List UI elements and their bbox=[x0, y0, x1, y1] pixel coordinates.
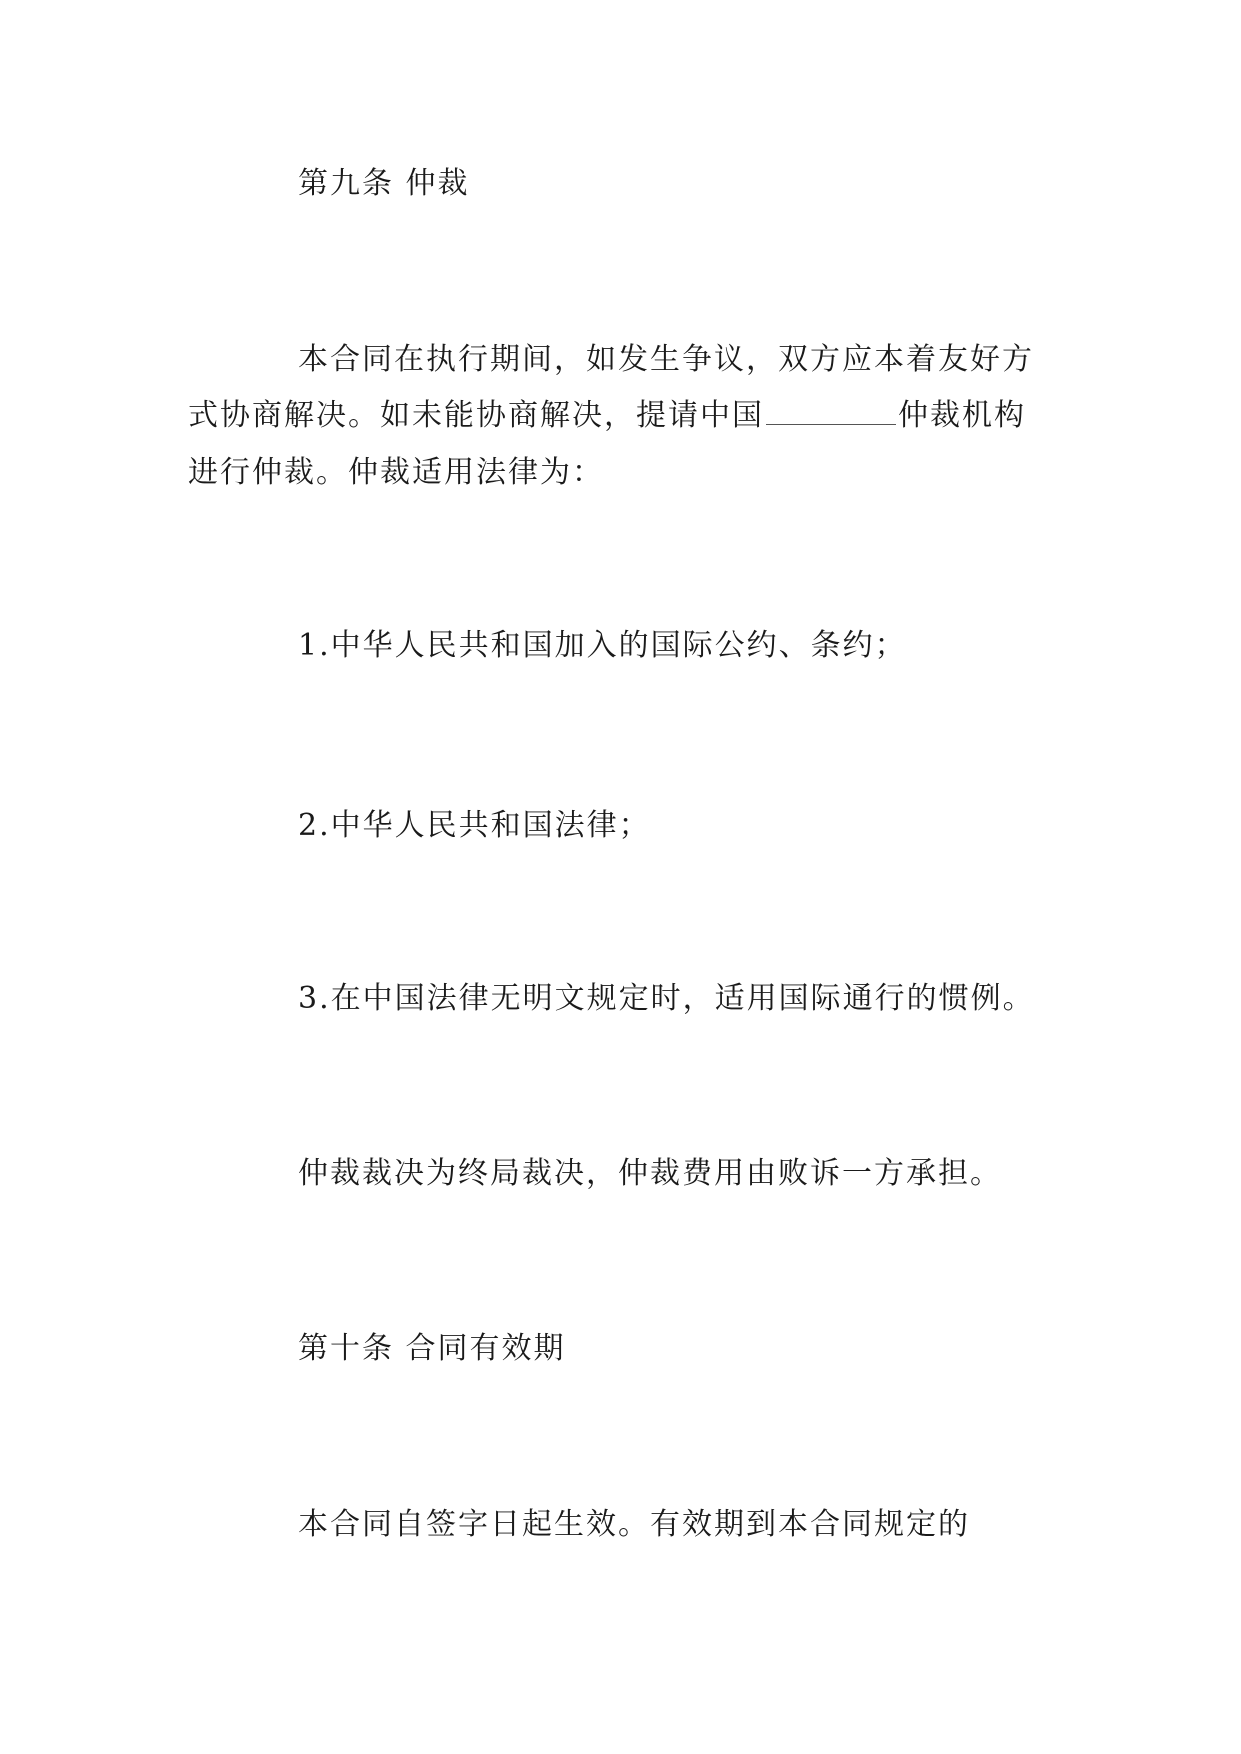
article-9-paragraph-line-2 bbox=[188, 396, 1026, 436]
paragraph-text-before-blank: 式协商解决。如未能协商解决，提请中国 bbox=[188, 398, 764, 433]
arbitration-ruling-text: 仲裁裁决为终局裁决，仲裁费用由败诉一方承担。 bbox=[298, 1156, 1002, 1191]
article-9-paragraph-line-3: 进行仲裁。仲裁适用法律为： bbox=[188, 455, 604, 490]
article-9-paragraph-line-1: 本合同在执行期间，如发生争议，双方应本着友好方 bbox=[298, 342, 1034, 377]
article-10-heading: 第十条 合同有效期 bbox=[298, 1331, 566, 1366]
applicable-law-item-2: 2.中华人民共和国法律； bbox=[298, 808, 651, 843]
applicable-law-item-1: 1.中华人民共和国加入的国际公约、条约； bbox=[298, 628, 907, 663]
applicable-law-item-3: 3.在中国法律无明文规定时，适用国际通行的惯例。 bbox=[298, 981, 1035, 1016]
arbitration-institution-blank bbox=[766, 398, 896, 425]
article-10-paragraph-line-1: 本合同自签字日起生效。有效期到本合同规定的 bbox=[298, 1507, 970, 1542]
article-9-heading: 第九条 仲裁 bbox=[298, 166, 470, 201]
paragraph-text-after-blank: 仲裁机构 bbox=[898, 398, 1026, 433]
